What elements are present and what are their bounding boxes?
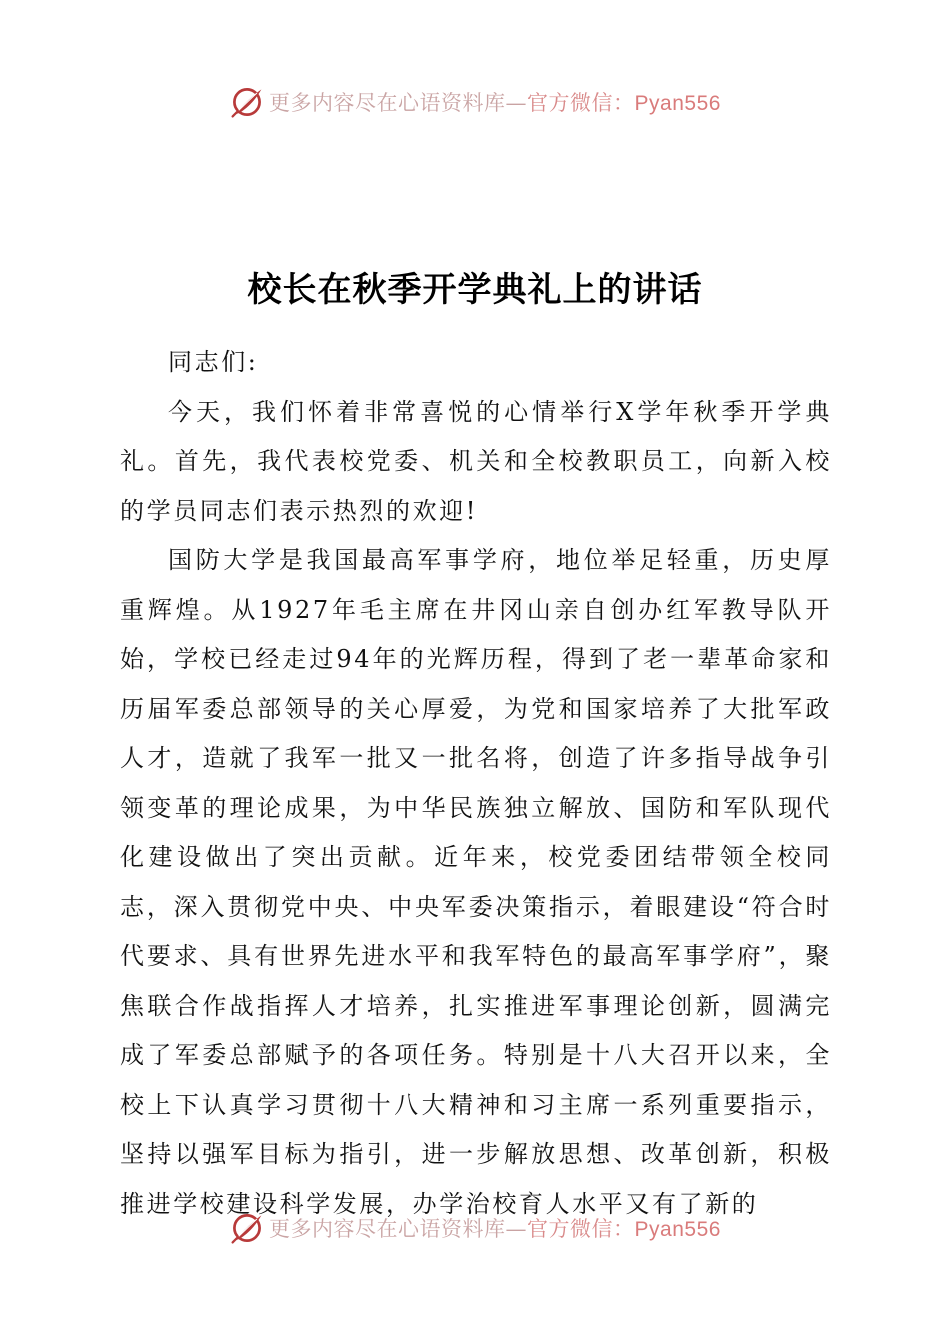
banner-separator: — bbox=[505, 91, 528, 115]
banner-separator: — bbox=[505, 1217, 528, 1241]
document-title: 校长在秋季开学典礼上的讲话 bbox=[247, 270, 703, 310]
footer-banner-text bbox=[269, 1213, 721, 1243]
header-banner-text bbox=[269, 87, 721, 117]
banner-main-text: 更多内容尽在心语资料库 bbox=[269, 91, 506, 115]
paragraph: 今天，我们怀着非常喜悦的心情举行X学年秋季开学典礼。首先，我代表校党委、机关和全校教职员工，向新入校的学员同志们表示热烈的欢迎! bbox=[120, 397, 832, 525]
feather-pen-logo-icon bbox=[229, 1210, 265, 1246]
paragraph: 国防大学是我国最高军事学府，地位举足轻重，历史厚重辉煌。从1927年毛主席在井冈山亲自创办红军教导队开始，学校已经走过94年的光辉历程，得到了老一辈革命家和历届军委总部领导的关心厚爱，为党和国家培养了大批军政人才，造就了我军一批又一批名将，创造了许多指导战争引领变革的理论成果，为中华民族独立解放、国防和军队现代化建设做出了突出贡献。近年来，校党委团结带领全校同志，深入贯彻党中央、中央军委决策指示，着眼建设“符合时代要求、具有世界先进水平和我军特色的最高军事学府”，聚焦联合作战指挥人才培养，扎实推进军事理论创新，圆满完成了军委总部赋予的各项任务。特别是十八大召开以来，全校上下认真学习贯彻十八大精神和习主席一系列重要指示，坚持以强军目标为指引，进一步解放思想、改革创新，积极推进学校建设科学发展，办学治校育人水平又有了新的 bbox=[120, 546, 832, 1218]
banner-wechat-label: 官方微信： bbox=[527, 1217, 635, 1241]
banner-wechat-label: 官方微信： bbox=[527, 91, 635, 115]
header-banner bbox=[0, 82, 950, 122]
banner-main-text: 更多内容尽在心语资料库 bbox=[269, 1217, 506, 1241]
feather-pen-logo-icon bbox=[229, 84, 265, 120]
document-body bbox=[120, 338, 832, 1229]
banner-wechat-id: Pyan556 bbox=[634, 92, 721, 115]
salutation: 同志们: bbox=[168, 348, 259, 376]
footer-banner bbox=[0, 1208, 950, 1248]
banner-wechat-id: Pyan556 bbox=[634, 1218, 721, 1241]
